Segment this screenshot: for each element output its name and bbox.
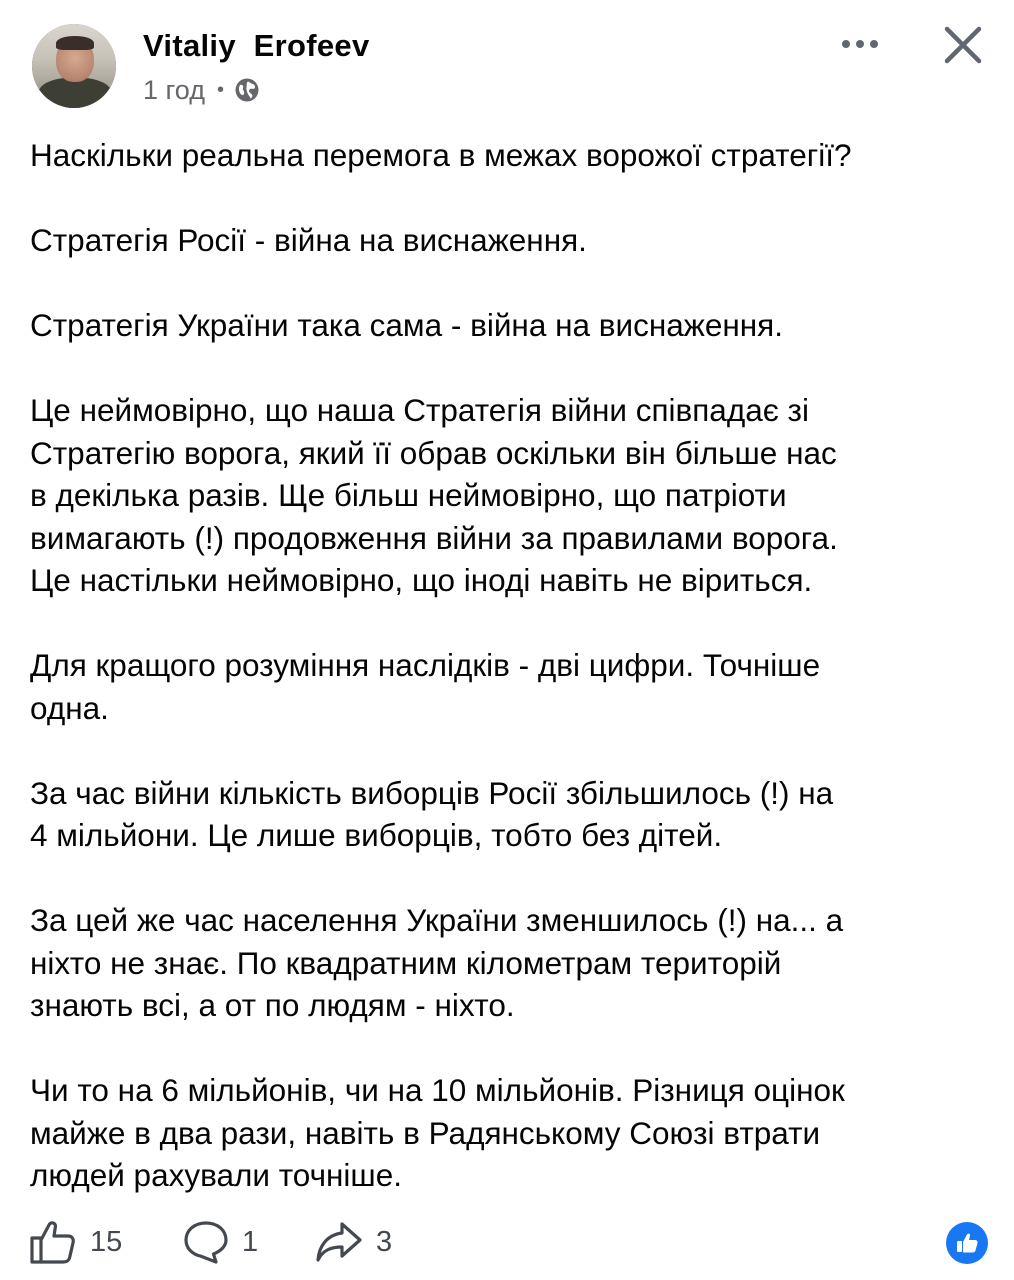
meta-separator: • (216, 78, 224, 101)
close-icon[interactable] (938, 20, 988, 70)
post-paragraph: Для кращого розуміння наслідків - дві цифри. Точніше одна. (30, 647, 821, 726)
more-dot (870, 40, 878, 48)
avatar-hair (56, 36, 94, 50)
post-header (0, 0, 1014, 120)
post-paragraph: За час війни кількість виборців Росії збільшилось (!) на 4 мільйони. Це лише виборців, тобто без дітей. (30, 774, 834, 853)
like-button[interactable] (28, 1218, 122, 1266)
share-button[interactable] (314, 1218, 392, 1266)
post-timestamp[interactable]: 1 год (143, 74, 205, 105)
post-paragraph: Стратегія України така сама - війна на виснаження. (30, 307, 783, 343)
comment-count: 1 (242, 1225, 259, 1258)
post-actions-bar (0, 1210, 1014, 1274)
post-paragraph: За цей же час населення України зменшилось (!) на... а ніхто не знає. По квадратним кілометрам територій знають всі, а от по людям - ніхто. (30, 902, 844, 1023)
post-paragraph: Це неймовірно, що наша Стратегія війни співпадає зі Стратегію ворога, який її обрав оскільки він більше нас в декілька разів. Ще більш неймовірно, що патріоти вимагають (!) продовження війни за правилами ворога. Це настільки неймовірно, що іноді навіть не віриться. (30, 392, 838, 598)
like-count: 15 (90, 1225, 123, 1258)
author-avatar[interactable] (32, 24, 116, 108)
avatar-body (38, 78, 112, 108)
share-arrow-icon (314, 1218, 364, 1266)
post-meta (143, 73, 260, 107)
post-body (30, 134, 990, 1239)
thumbs-up-icon (28, 1218, 78, 1266)
like-reaction-icon[interactable] (946, 1222, 988, 1264)
thumbs-up-icon (954, 1230, 980, 1256)
more-dot (856, 40, 864, 48)
comment-button[interactable] (182, 1218, 258, 1266)
globe-icon[interactable] (234, 77, 260, 103)
post-paragraph: Наскільки реальна перемога в межах ворожої стратегії? (30, 137, 852, 173)
comment-bubble-icon (182, 1218, 230, 1266)
post-paragraph: Стратегія Росії - війна на виснаження. (30, 222, 587, 258)
share-count: 3 (376, 1225, 393, 1258)
more-options-button[interactable] (834, 22, 886, 66)
post-paragraph: Чи то на 6 мільйонів, чи на 10 мільйонів. Різниця оцінок майже в два рази, навіть в Радянському Союзі втрати людей рахували точніше. (30, 1072, 845, 1193)
more-dot (842, 40, 850, 48)
author-name[interactable]: Vitaliy Erofeev (143, 28, 370, 63)
